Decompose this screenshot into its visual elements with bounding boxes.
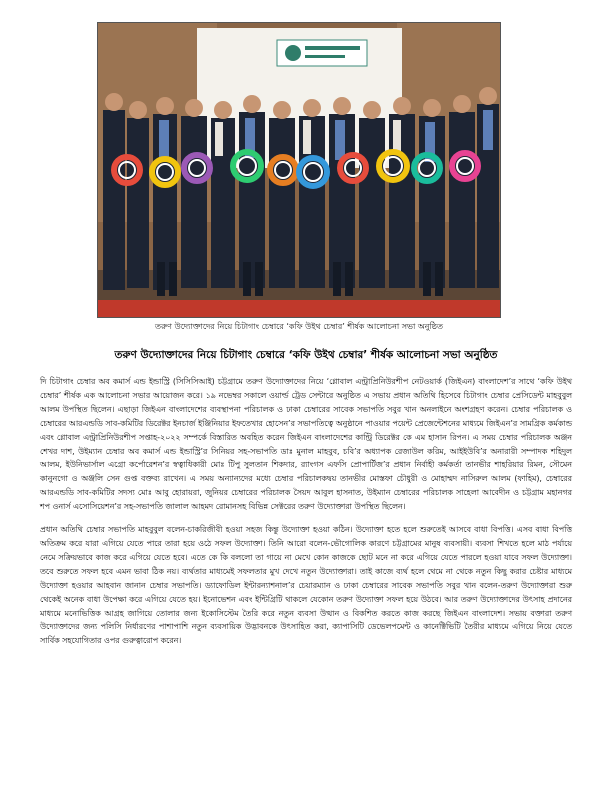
article-paragraph-1: দি চিটাগাং চেম্বার অব কমার্স এন্ড ইন্ডাস্ট্রি (সিসিসিআই) চট্টগ্রামে তরুণ উদ্যোক্তাদের নিয়ে ‘গ্লোবাল এন্ট্রাপ্রিনিউরশীপ নেটওয়ার্ক (জিইএন) বাংলাদেশ’র সাথে ‘কফি উইথ চেম্বার’ শীর্ষক এক আলোচনা সভার আয়োজন করে। ১৯ নভেম্বর সকালে ওয়ার্ল্ড ট্রেড সেন্টারে অনুষ্ঠিত এ সভায় প্রধান অতিথি হিসেবে চিটাগাং চেম্বার প্রেসিডেন্ট মাহবুবুল আলম উপস্থিত ছিলেন। এছাড়া জিইএন বাংলাদেশের ব্যবস্থাপনা পরিচালক ও ঢাকা চেম্বারের সাবেক সভাপতি সবুর খান অনলাইনে অংশগ্রহণ করেন। চেম্বার পরিচালক ও চেম্বারের আরএন্ডডি সাব-কমিটির ডিরেক্টর ইনচার্জ ইঞ্জিনিয়ার ইফতেখার হোসেন’র সভাপতিত্বে অনুষ্ঠানে পাওয়ার পয়েন্ট প্রেজেন্টেশনের মাধ্যমে জিইএন’র সামগ্রিক কর্মকান্ড এবং গ্লোবাল এন্ট্রাপ্রিনিউরশীপ সপ্তাহ-২০২২ সম্পর্কে বিস্তারিত অবহিত করেন জিইএন বাংলাদেশের কান্ট্রি ডিরেক্টর কে এম হাসান রিপন। এ সময় চেম্বার পরিচালক অঞ্জন শেখর দাশ, উইম্যান চেম্বার অব কমার্স এন্ড ইন্ডাস্ট্রি’র সিনিয়র সহ-সভাপতি ডাঃ মুনাল মাহবুব, চবি’র অধ্যাপক রেজাউল করিম, আইইউবি’র অনারারী সম্পাদক শহিদুল আলম, ইউনিভার্সাল এগ্রো কর্পোরেশন’র স্বত্বাধিকারী মোঃ টিপু সুলতান শিকদার, র‍্যাংগস এফসি প্রোপার্টিজ’র প্রধান নির্বাহী কর্মকর্তা তানভীর শাহরিয়ার রিমন, সৌমেন কানুনগো ও অঞ্জলি সেন গুপ্ত বক্তব্য রাখেন। এ সময় অন্যান্যদের মধ্যে চেম্বার পরিচালকদ্বয় তানভীর মোস্তফা চৌধুরী ও মোহাম্মদ নাসিরুল আলম (ফাহিম), চেম্বারের আরএন্ডডি সাব-কমিটির সদস্য মোঃ আবু হোরায়রা, জুনিয়র চেম্বারের পরিচালক সৈয়দ আবুল হাসনাত, উইম্যান চেম্বারের পরিচালক সাহেলা আবেদীন ও চট্টগ্রাম মহানগর শপ ওনার্স এসোসিয়েশন’র সহ-সভাপতি জালাল আহমদ রোমানসহ বিভিন্ন সেক্টরের তরুণ উদ্যোক্তারা উপস্থিত ছিলেন।: [40, 377, 572, 512]
photo-border: [97, 22, 501, 318]
article-headline: তরুণ উদ্যোক্তাদের নিয়ে চিটাগাং চেম্বারে ‘কফি উইথ চেম্বার’ শীর্ষক আলোচনা সভা অনুষ্ঠিত: [114, 349, 498, 361]
article-body: [40, 375, 572, 657]
photo-caption: তরুণ উদ্যোক্তাদের নিয়ে চিটাগাং চেম্বারে ‘কফি উইথ চেম্বার’ শীর্ষক আলোচনা সভা অনুষ্ঠিত: [154, 322, 444, 331]
article-paragraph-2: প্রধান অতিথি চেম্বার সভাপতি মাহবুবুল বলেন-চাকরিজীবী হওয়া সহজ কিন্তু উদ্যোক্তা হওয়া কঠিন। উদ্যোক্তা হতে হলে শুরুতেই আসবে বাধা বিপত্তি। এসব বাধা বিপত্তি অতিক্রম করে যারা এগিয়ে যেতে পারে তারা হয়ে ওঠে সফল উদ্যোক্তা। তিনি আরো বলেন-ভৌগোলিক কারণে চট্টগ্রামের মানুষ ব্যবসায়ী। ব্যবসা শিখতে হলে মাঠ পর্যায়ে নেমে সক্রিয়ভাবে কাজ করে এগিয়ে যেতে হবে। এতে কে কি বললো তা গায়ে না মেখে কোন কাজকে ছোট মনে না করে এগিয়ে যেতে পারলে হওয়া যাবে সফল উদ্যোক্তা। তবে শুরুতে সফল হবে এমন ভাবা ঠিক নয়। ব্যর্থতার মাধ্যমেই সফলতার মুখ দেখে নতুন উদ্যোক্তারা। তাই কাজে ব্যর্থ হলে থেমে না থেকে নতুন কিছু করার চেষ্টার মাধ্যমে উদ্যোক্তা হওয়ার আহবান জানান চেম্বার সভাপতি। ড্যাফোডিল ইন্টারন্যাশনাল’র চেয়ারম্যান ও ঢাকা চেম্বারের সাবেক সভাপতি সবুর খান বলেন-তরুণ উদ্যোক্তারা শুরু থেকেই অনেক বাধা উপেক্ষা করে এগিয়ে যেতে হয়। ইনোভেশন এবং ইন্টিগ্রিটি থাকলে যেকোন তরুণ উদ্যোক্তা সফল হয়ে উঠবে। আর তরুণ উদ্যোক্তাদের উৎসাহ প্রদানের মাধ্যমে মনোভিত্তিক আগ্রহ জাগিয়ে তোলার জন্য ইকোসিস্টেম তৈরি করে নতুন ব্যবসা উত্থান ও বিকশিত করতে কাজ করছে জিইএন বাংলাদেশ। সভায় বক্তারা তরুণ উদ্যোক্তাদের জন্য পলিসি নির্ধারণের পাশাপাশি নতুন ব্যবসায়িক উদ্ভাবনকে উৎসাহিত করা, ক্যাপাসিটি ডেভেলপমেন্ট ও কানেক্টিভিটি তৈরীর মাধ্যমে এগিয়ে নিয়ে যেতে সার্বিক সহযোগিতার ওপর গুরুত্বারোপ করেন।: [40, 525, 572, 646]
